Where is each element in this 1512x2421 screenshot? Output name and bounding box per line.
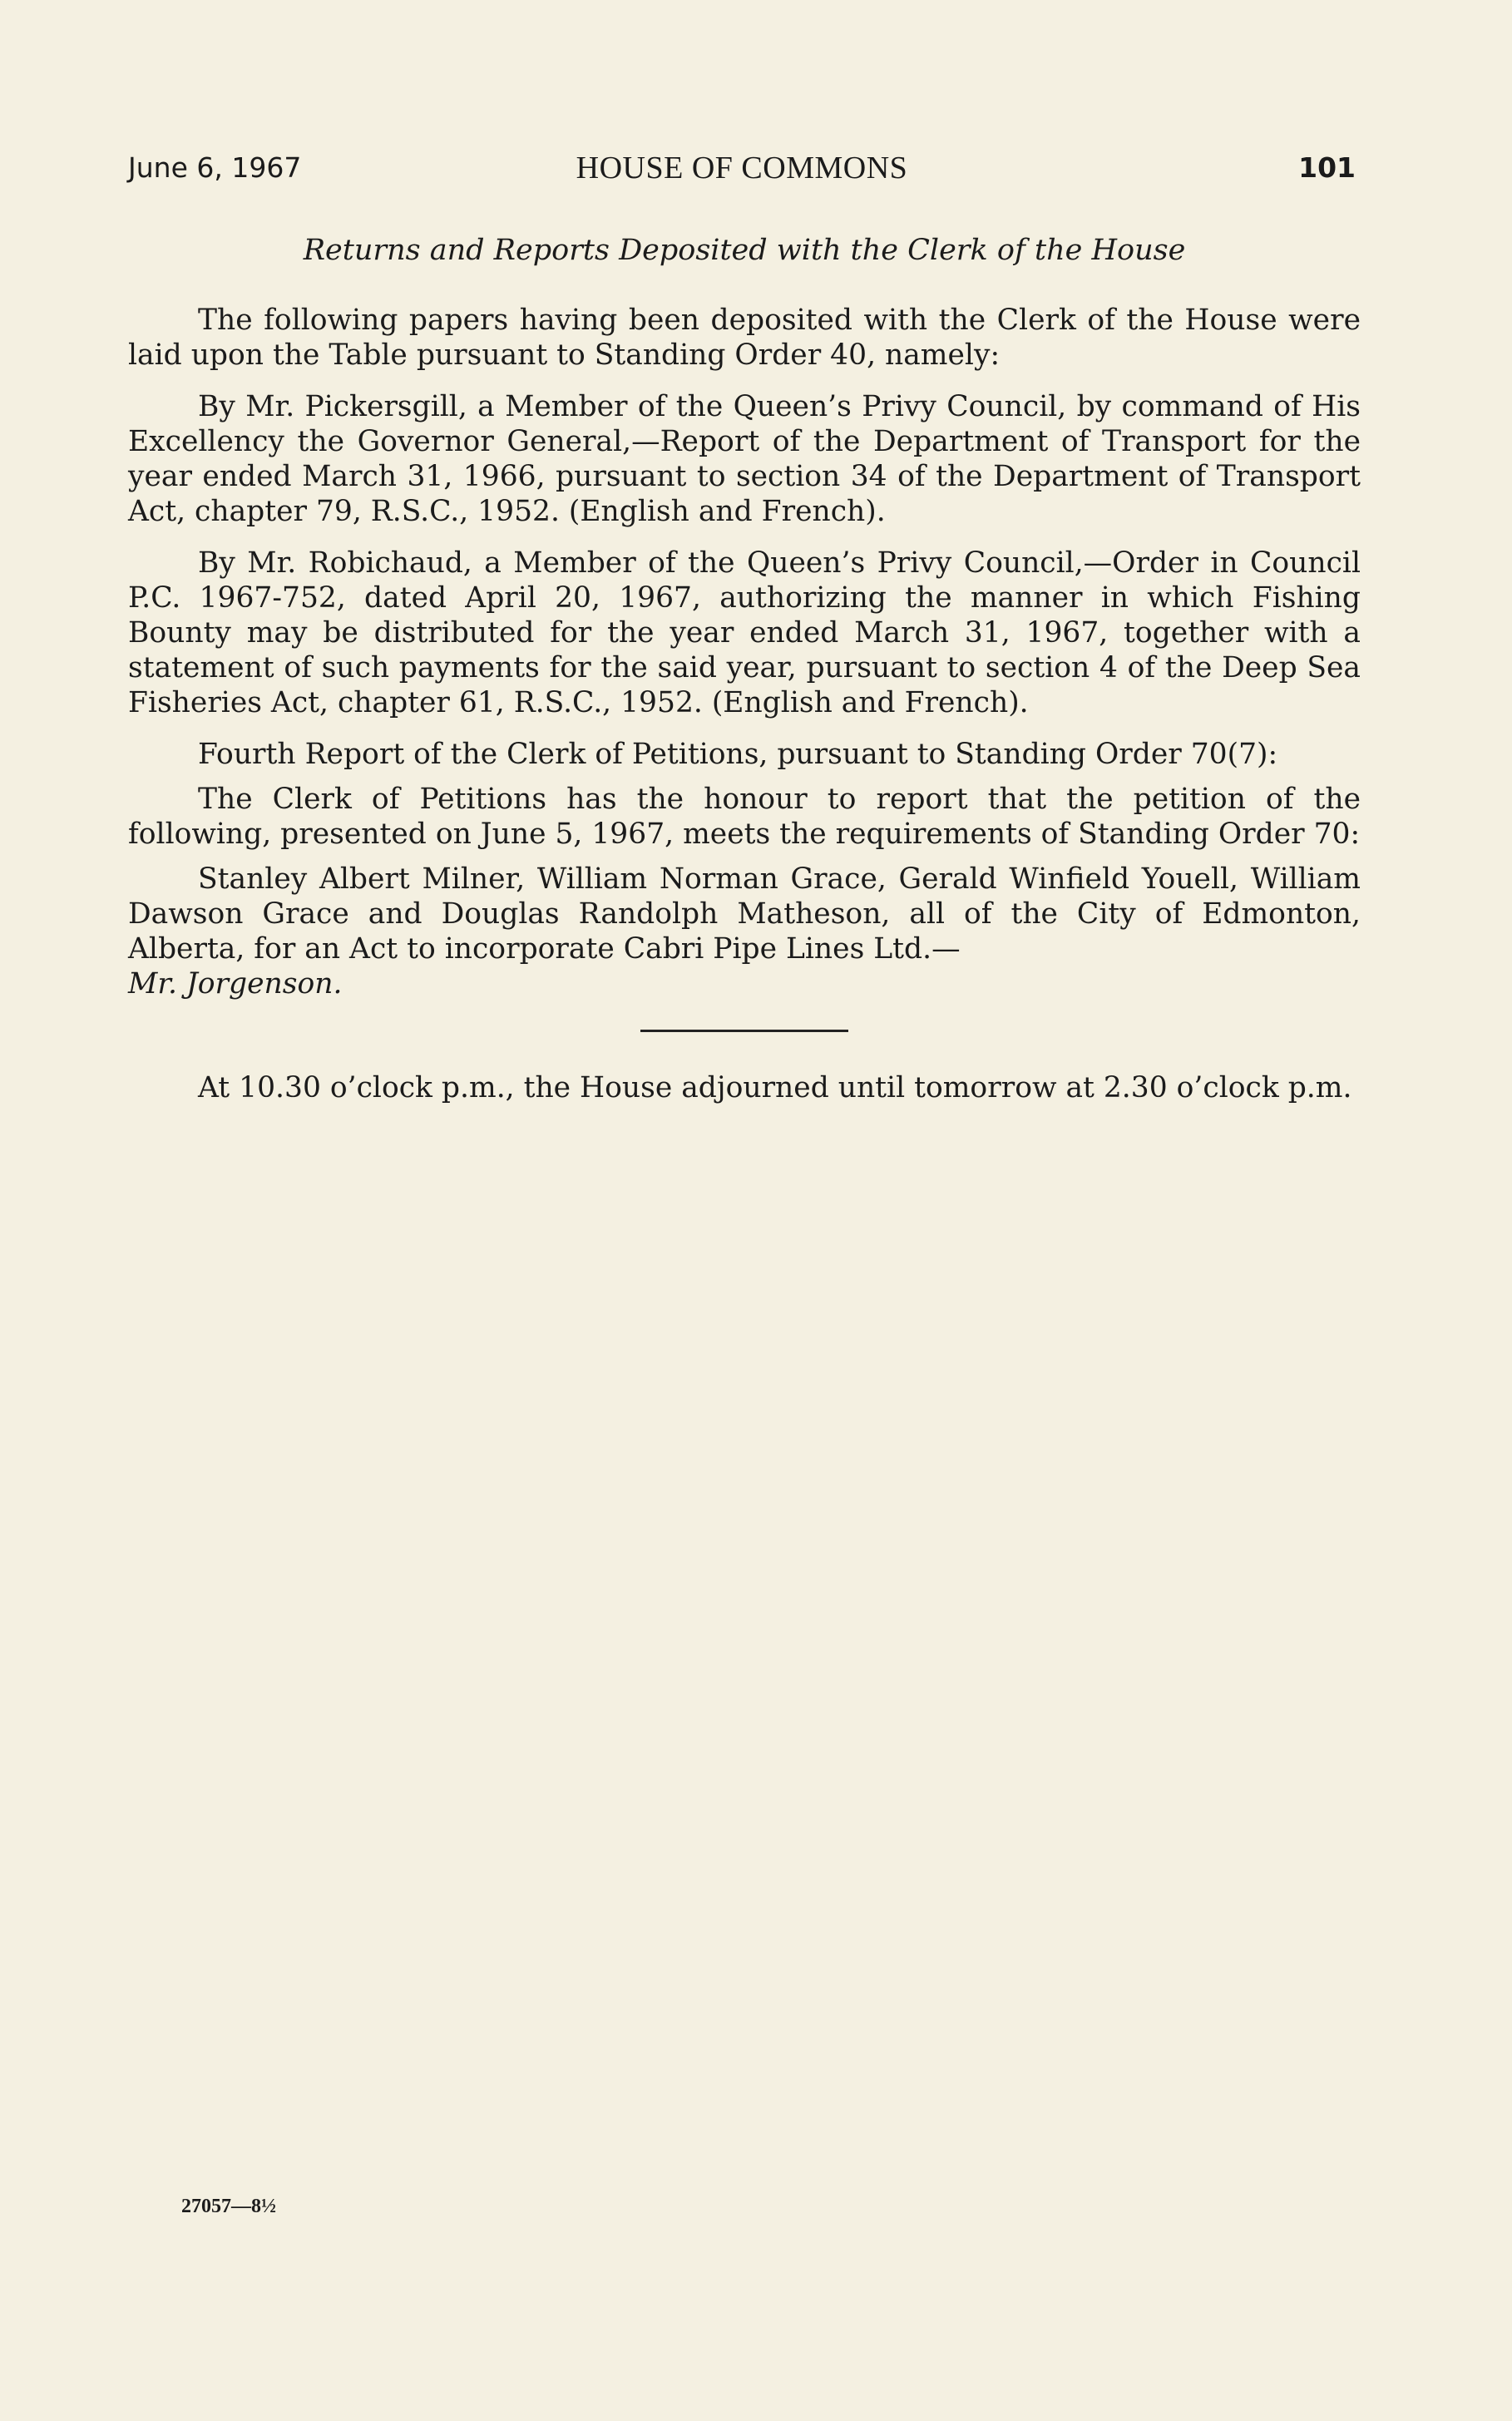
paragraph-petitions-report-title: Fourth Report of the Clerk of Petitions, pursuant to Standing Order 70(7): xyxy=(198,738,1278,771)
section-heading: Returns and Reports Deposited with the Clerk of the House xyxy=(303,234,1186,267)
page-number: 101 xyxy=(1298,151,1356,184)
paragraph-petitions-statement: The Clerk of Petitions has the honour to report that the petition of the following, presented on June 5, 1967, meets the requirements of Standing Order 70: xyxy=(128,783,1361,851)
paragraph-pickersgill-report: By Mr. Pickersgill, a Member of the Queen’s Privy Council, by command of His Excellency the Governor General,—Report of the Department of Transport for the year ended March 31, 1966, pursuant to section 34 of the Department of Transport Act, chapter 79, R.S.C., 1952. (English and French). xyxy=(128,390,1361,528)
header-date: June 6, 1967 xyxy=(128,151,302,184)
paragraph-intro: The following papers having been deposited with the Clerk of the House were laid upon the Table pursuant to Standing Order 40, namely: xyxy=(128,304,1361,372)
main-content xyxy=(128,233,1361,1105)
running-head xyxy=(128,146,1356,190)
paragraph-robichaud-order: By Mr. Robichaud, a Member of the Queen’s Privy Council,—Order in Council P.C. 1967-752, dated April 20, 1967, authorizing the manner in which Fishing Bounty may be distributed for the year ended March 31, 1967, together with a statement of such payments for the said year, pursuant to section 4 of the Deep Sea Fisheries Act, chapter 61, R.S.C., 1952. (English and French). xyxy=(128,546,1361,719)
adjournment-text: At 10.30 o’clock p.m., the House adjourned until tomorrow at 2.30 o’clock p.m. xyxy=(198,1071,1352,1104)
member-signature: Mr. Jorgenson. xyxy=(128,967,343,1001)
printer-mark: 27057—8½ xyxy=(181,2196,276,2217)
paragraph-petitioners: Stanley Albert Milner, William Norman Grace, Gerald Winfield Youell, William Dawson Grace and Douglas Randolph Matheson, all of the City of Edmonton, Alberta, for an Act to incorporate Cabri Pipe Lines Ltd.— xyxy=(128,862,1361,966)
header-title: HOUSE OF COMMONS xyxy=(576,151,908,185)
section-divider xyxy=(640,1030,848,1032)
